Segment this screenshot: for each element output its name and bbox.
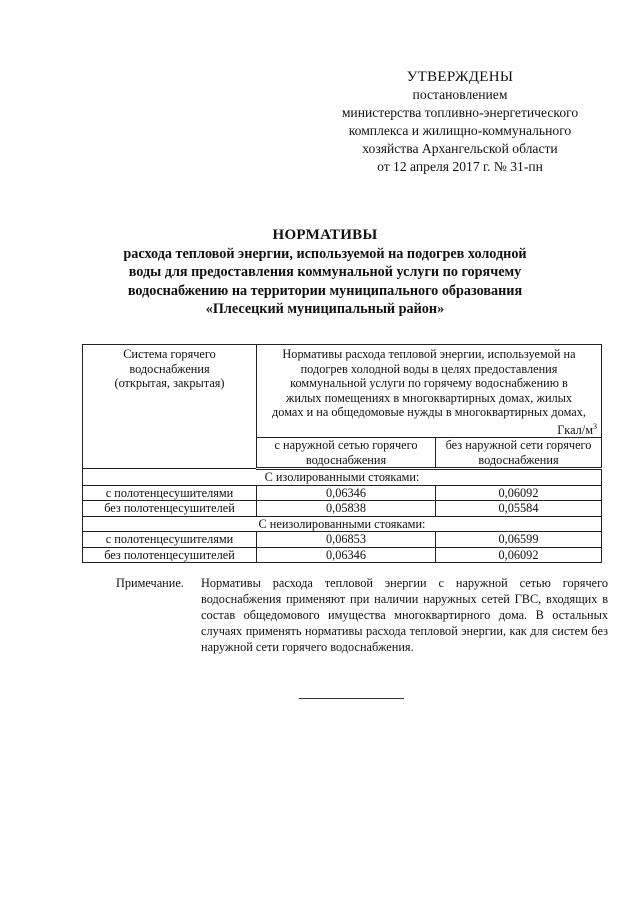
note-label: Примечание. (116, 576, 184, 590)
table-row (83, 532, 602, 548)
approval-line: хозяйства Архангельской области (362, 141, 558, 156)
unit-label: Гкал/$м^3$ (557, 421, 597, 437)
system-header-cell: Система горячего водоснабжения (открытая, закрытая) (83, 345, 257, 469)
value-with-network: 0,05838 (257, 501, 436, 517)
row-label: без полотенцесушителей (83, 501, 257, 517)
value-without-network: 0,06092 (436, 485, 602, 501)
document-title (95, 226, 555, 319)
value-with-network: 0,06853 (257, 532, 436, 548)
approval-heading: УТВЕРЖДЕНЫ (406, 69, 514, 85)
row-label: с полотенцесушителями (83, 485, 257, 501)
value-without-network: 0,05584 (436, 501, 602, 517)
norms-table (82, 344, 602, 563)
approval-line: комплекса и жилищно-коммунального (348, 123, 572, 138)
table-header-row (83, 345, 602, 438)
approval-date: от 12 апреля 2017 г. № 31-пн (377, 159, 543, 174)
col-without-network-header: без наружной сети горячего водоснабжения (436, 438, 602, 469)
section-insulated: С изолированными стояками: (83, 469, 602, 486)
title-main: НОРМАТИВЫ (272, 227, 378, 243)
table-row (83, 501, 602, 517)
approval-line: министерства топливно-энергетического (341, 105, 579, 120)
value-with-network: 0,06346 (257, 485, 436, 501)
norms-header-cell: Нормативы расхода тепловой энергии, используемой на подогрев холодной воды в целях предоставления коммунальной услуги по горячему водоснабжению в жилых помещениях в многоквартирных домах, жилых домах и на общедомовые нужды в многоквартирных домах, Гкал/$м^3$ (257, 345, 602, 438)
title-line: воды для предоставления коммунальной услуги по горячему (128, 264, 522, 281)
note-text: Нормативы расхода тепловой энергии с наружной сетью горячего водоснабжения применяют при наличии наружных сетей ГВС, входящих в состав общедомового имущества многоквартирного дома. В остальных случаях применять нормативы расхода тепловой энергии, как для систем без наружной сети горячего водоснабжения. (201, 576, 608, 654)
approval-line: постановлением (412, 87, 508, 102)
section-uninsulated: С неизолированными стояками: (83, 516, 602, 532)
title-line: водоснабжению на территории муниципального образования (127, 282, 523, 299)
title-line: расхода тепловой энергии, используемой на подогрев холодной (123, 245, 527, 262)
table-row (83, 547, 602, 563)
value-without-network: 0,06092 (436, 547, 602, 563)
row-label: без полотенцесушителей (83, 547, 257, 563)
table-row (83, 485, 602, 501)
section-row (83, 469, 602, 486)
value-with-network: 0,06346 (257, 547, 436, 563)
section-row (83, 516, 602, 532)
title-line: «Плесецкий муниципальный район» (205, 301, 445, 318)
approval-block (310, 68, 610, 176)
value-without-network: 0,06599 (436, 532, 602, 548)
col-with-network-header: с наружной сетью горячего водоснабжения (257, 438, 436, 469)
closing-rule (299, 698, 404, 699)
row-label: с полотенцесушителями (83, 532, 257, 548)
